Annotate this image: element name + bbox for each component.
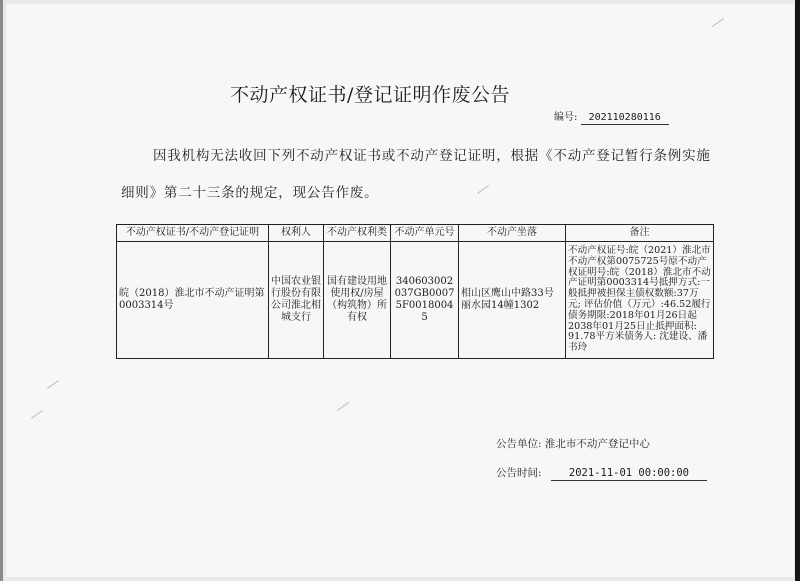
table-header: 备注 [566, 225, 714, 242]
serial-number [554, 108, 669, 125]
table-header: 不动产单元号 [391, 225, 459, 242]
issuing-unit [496, 436, 650, 451]
scan-speck [712, 18, 724, 27]
cell-certificate: 皖（2018）淮北市不动产证明第0003314号 [117, 242, 269, 359]
cell-remarks: 不动产权证号:皖（2021）淮北市不动产权第0075725号原不动产权证明号:皖（2018）淮北市不动产证明第0003314号抵押方式:一般抵押被担保主债权数额:37万元; 评估价值（万元）:46.52履行债务期限:2018年01月26日起2038年01月25日止抵押面积: 91.78平方米债务人: 沈建设、潘书玲 [566, 242, 714, 359]
cell-right-type: 国有建设用地使用权/房屋（构筑物）所有权 [324, 242, 391, 359]
announcement-time [496, 465, 707, 481]
table-header: 不动产权证书/不动产登记证明 [117, 225, 269, 242]
serial-value: 202110280116 [581, 112, 669, 125]
announcement-time-label: 公告时间: [496, 467, 542, 479]
scan-speck [47, 380, 59, 389]
scan-speck [337, 402, 349, 411]
cell-unit-number: 340603002037GB00075F00180045 [391, 242, 459, 359]
table-row [117, 242, 714, 359]
announcement-body: 因我机构无法收回下列不动产权证书或不动产登记证明，根据《不动产登记暂行条例实施细则》第二十三条的规定，现公告作废。 [121, 148, 711, 201]
table-header: 不动产坐落 [459, 225, 566, 242]
certificate-table [116, 224, 714, 359]
issuing-unit-value: 淮北市不动产登记中心 [544, 438, 650, 450]
issuing-unit-label: 公告单位: [496, 438, 542, 450]
scan-edge-right [795, 0, 800, 581]
cell-holder: 中国农业银行股份有限公司淮北相城支行 [269, 242, 324, 359]
scan-speck [31, 410, 43, 419]
announcement-time-value: 2021-11-01 00:00:00 [551, 467, 707, 481]
document-page [6, 4, 794, 577]
page-title: 不动产权证书/登记证明作废公告 [230, 84, 510, 106]
cell-location: 相山区鹰山中路33号丽水园14幢1302 [459, 242, 566, 359]
serial-label: 编号: [554, 112, 578, 123]
table-header: 权利人 [269, 225, 324, 242]
table-header-row [117, 225, 714, 242]
table-header: 不动产权利类 [324, 225, 391, 242]
